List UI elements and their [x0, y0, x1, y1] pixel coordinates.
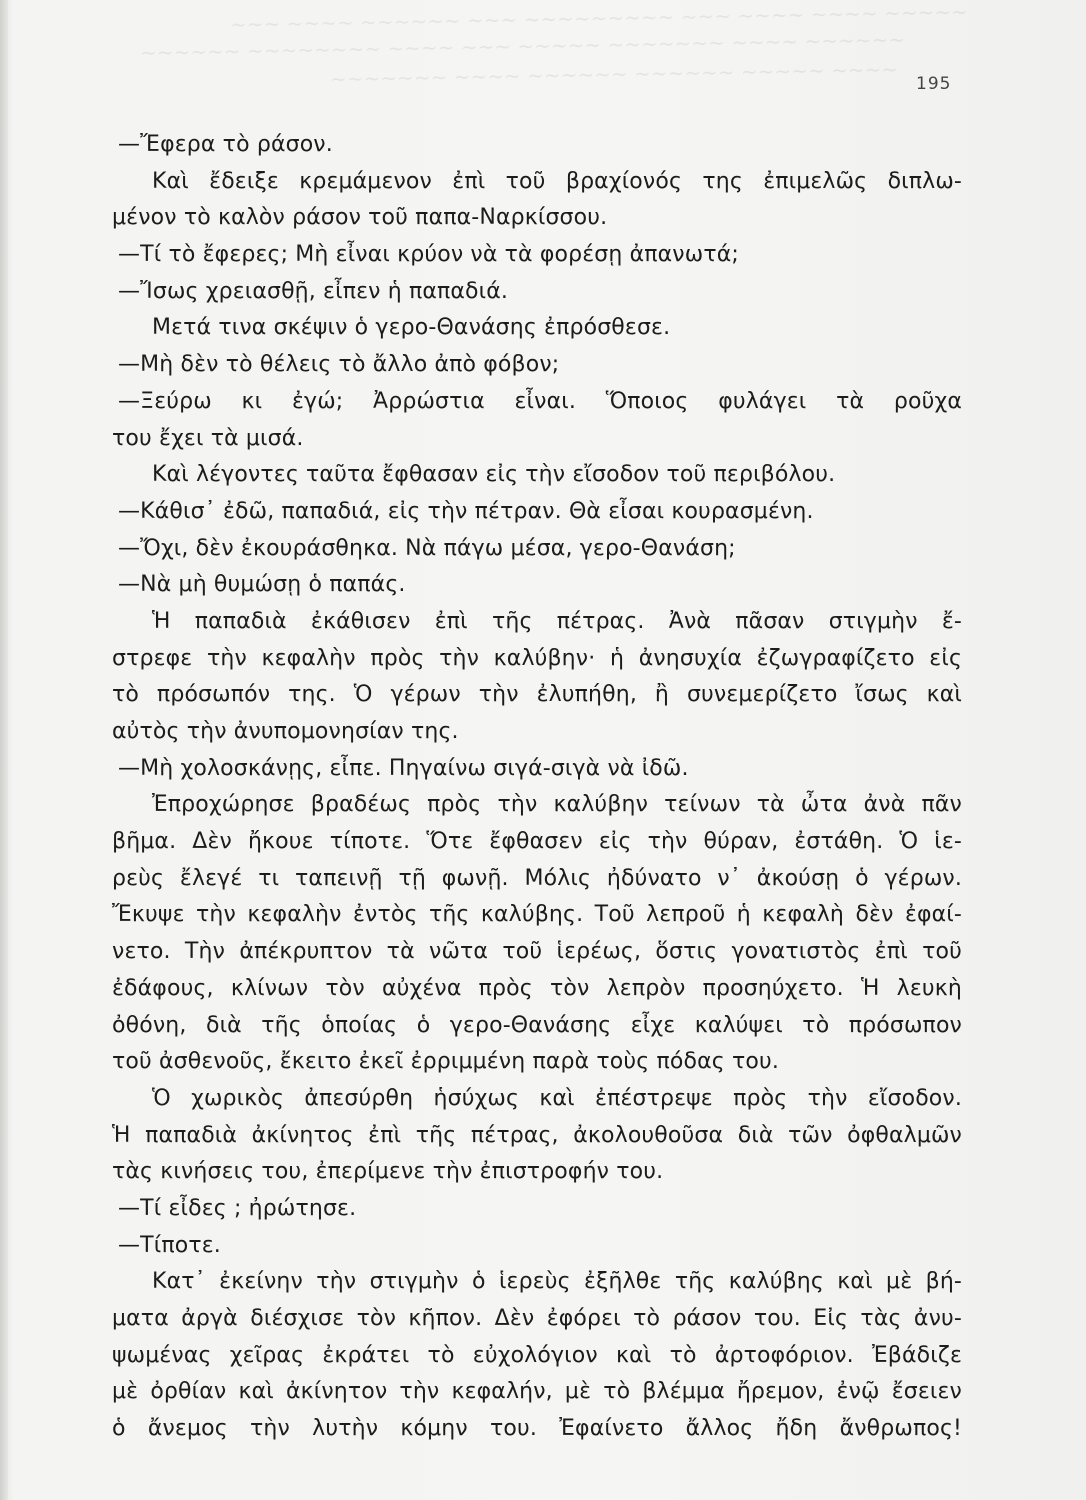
text-line: —Ξεύρω κι ἐγώ; Ἀρρώστια εἶναι. Ὅποιος φυλάγει τὰ ροῦχα: [118, 388, 962, 414]
text-line: Ἐπροχώρησε βραδέως πρὸς τὴν καλύβην τείνων τὰ ὦτα ἀνὰ πᾶν: [152, 792, 962, 818]
text-line: ματα ἀργὰ διέσχισε τὸν κῆπον. Δὲν ἐφόρει τὸ ράσον του. Εἰς τὰς ἀνυ-: [112, 1306, 962, 1331]
text-line: στρεφε τὴν κεφαλὴν πρὸς τὴν καλύβην· ἡ ἀνησυχία ἐζωγραφίζετο εἰς: [112, 645, 962, 671]
text-line: —Ἔφερα τὸ ράσον.: [118, 132, 333, 157]
text-line: —Μὴ δὲν τὸ θέλεις τὸ ἄλλο ἀπὸ φόβον;: [118, 352, 560, 378]
text-line: τὸ πρόσωπόν της. Ὁ γέρων τὴν ἐλυπήθη, ἢ συνεμερίζετο ἴσως καὶ: [112, 682, 962, 708]
text-line: Καὶ λέγοντες ταῦτα ἔφθασαν εἰς τὴν εἴσοδον τοῦ περιβόλου.: [152, 462, 836, 488]
text-line: Ὁ χωρικὸς ἀπεσύρθη ἡσύχως καὶ ἐπέστρεψε πρὸς τὴν εἴσοδον.: [152, 1085, 962, 1111]
page-body-text: [112, 127, 962, 1448]
text-line: βῆμα. Δὲν ἤκουε τίποτε. Ὅτε ἔφθασεν εἰς τὴν θύραν, ἐστάθη. Ὁ ἱε-: [112, 829, 962, 855]
bleed-through-mark: ~~~~~~~ ~~~~ ~~~~~~ ~~~~~~ ~~~~~ ~~~~: [329, 57, 899, 91]
text-line: ὁ ἄνεμος τὴν λυτὴν κόμην του. Ἐφαίνετο ἄλλος ἤδη ἄνθρωπος!: [112, 1416, 962, 1442]
text-line: ἐδάφους, κλίνων τὸν αὐχένα πρὸς τὸν λεπρὸν προσηύχετο. Ἡ λευκὴ: [112, 975, 962, 1001]
bleed-through-mark: ~~~~~~ ~~~~~~~~ ~~~~ ~~~ ~~~~~ ~~~~~~~ ~~~~ ~~~~~~: [139, 27, 906, 65]
text-line: —Ὄχι, δὲν ἐκουράσθηκα. Νὰ πάγω μέσα, γερο-Θανάση;: [118, 535, 736, 561]
text-line: του ἔχει τὰ μισά.: [112, 425, 304, 451]
bleed-through-mark: ~~~ ~~~~ ~~~~~~ ~~~ ~~~~~~~~~ ~~~ ~~~~ ~~~~ ~~~~~: [229, 0, 969, 37]
text-line: Κατ᾽ ἐκείνην τὴν στιγμὴν ὁ ἱερεὺς ἐξῆλθε τῆς καλύβης καὶ μὲ βή-: [152, 1269, 962, 1295]
text-line: τοῦ ἀσθενοῦς, ἔκειτο ἐκεῖ ἐρριμμένη παρὰ τοὺς πόδας του.: [112, 1049, 780, 1075]
text-line: ὀθόνη, διὰ τῆς ὁποίας ὁ γερο-Θανάσης εἶχε καλύψει τὸ πρόσωπον: [112, 1012, 962, 1038]
text-line: Ἡ παπαδιὰ ἀκίνητος ἐπὶ τῆς πέτρας, ἀκολουθοῦσα διὰ τῶν ὀφθαλμῶν: [112, 1122, 962, 1148]
text-line: Ἡ παπαδιὰ ἐκάθισεν ἐπὶ τῆς πέτρας. Ἀνὰ πᾶσαν στιγμὴν ἔ-: [152, 608, 962, 634]
text-line: —Νὰ μὴ θυμώσῃ ὁ παπάς.: [118, 572, 406, 598]
text-line: αὐτὸς τὴν ἀνυπομονησίαν της.: [112, 719, 459, 744]
text-line: νετο. Τὴν ἀπέκρυπτον τὰ νῶτα τοῦ ἱερέως, ὅστις γονατιστὸς ἐπὶ τοῦ: [112, 939, 962, 965]
page-edge-shadow: [0, 0, 8, 1500]
text-line: —Τίποτε.: [118, 1232, 221, 1258]
text-line: τὰς κινήσεις του, ἐπερίμενε τὴν ἐπιστροφήν του.: [112, 1159, 664, 1185]
text-line: —Κάθισ᾽ ἐδῶ, παπαδιά, εἰς τὴν πέτραν. Θὰ εἶσαι κουρασμένη.: [118, 498, 814, 524]
text-line: —Ἴσως χρειασθῇ, εἶπεν ἡ παπαδιά.: [118, 278, 509, 304]
text-line: —Μὴ χολοσκάνῃς, εἶπε. Πηγαίνω σιγά-σιγὰ νὰ ἰδῶ.: [118, 755, 689, 781]
text-line: Ἔκυψε τὴν κεφαλὴν ἐντὸς τῆς καλύβης. Τοῦ λεπροῦ ἡ κεφαλὴ δὲν ἐφαί-: [112, 902, 962, 928]
text-line: μὲ ὀρθίαν καὶ ἀκίνητον τὴν κεφαλήν, μὲ τὸ βλέμμα ἤρεμον, ἐνῷ ἔσειεν: [112, 1379, 962, 1405]
text-line: —Τί τὸ ἔφερες; Μὴ εἶναι κρύον νὰ τὰ φορέσῃ ἀπανωτά;: [118, 242, 739, 268]
text-line: μένον τὸ καλὸν ράσον τοῦ παπα-Ναρκίσσου.: [112, 205, 608, 231]
text-line: —Τί εἶδες ; ἠρώτησε.: [118, 1195, 357, 1221]
text-line: ψωμένας χεῖρας ἐκράτει τὸ εὐχολόγιον καὶ τὸ ἀρτοφόριον. Ἐβάδιζε: [112, 1342, 962, 1368]
text-line: ρεὺς ἔλεγέ τι ταπεινῇ τῇ φωνῇ. Μόλις ἠδύνατο ν᾽ ἀκούσῃ ὁ γέρων.: [112, 865, 962, 891]
text-line: Μετά τινα σκέψιν ὁ γερο-Θανάσης ἐπρόσθεσε.: [152, 315, 671, 341]
text-line: Καὶ ἔδειξε κρεμάμενον ἐπὶ τοῦ βραχίονός της ἐπιμελῶς διπλω-: [152, 168, 962, 194]
page-number: 195: [916, 74, 952, 94]
